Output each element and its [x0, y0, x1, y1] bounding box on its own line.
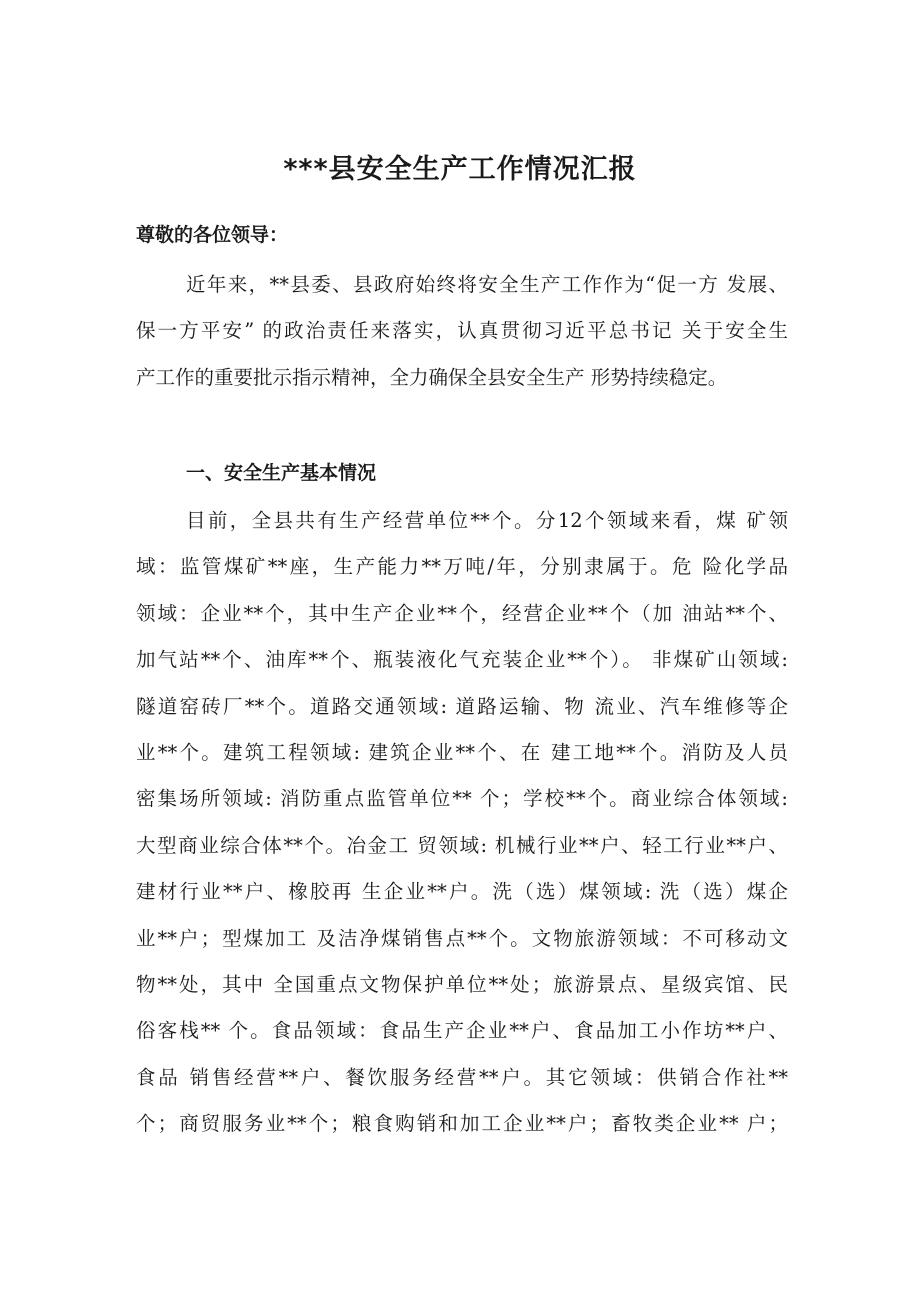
body-line: 俗客栈** 个。食品领域：食品生产企业**户、食品加工小作坊**户、: [136, 1019, 788, 1043]
section-heading: 一、安全生产基本情况: [186, 462, 377, 484]
intro-paragraph: [136, 262, 788, 401]
body-line: 业**个。建筑工程领域: 建筑企业**个、在 建工地**个。消防及人员: [136, 740, 788, 764]
body-line: 领域：企业**个，其中生产企业**个，经营企业**个（加 油站**个、: [136, 601, 788, 625]
body-paragraph: [136, 498, 788, 1147]
body-line: 域：监管煤矿**座，生产能力**万吨/年，分别隶属于。危 险化学品: [136, 555, 788, 579]
intro-line: 近年来，**县委、县政府始终将安全生产工作作为“促一方 发展、: [186, 273, 788, 296]
body-line: 密集场所领域: 消防重点监管单位** 个；学校**个。商业综合体领域:: [136, 787, 788, 811]
salutation: 尊敬的各位领导：: [136, 224, 289, 246]
intro-line: 产工作的重要批示指示精神，全力确保全县安全生产 形势持续稳定。: [136, 365, 728, 389]
body-line: 物**处，其中 全国重点文物保护单位**处；旅游景点、星级宾馆、民: [136, 972, 788, 996]
body-line: 目前，全县共有生产经营单位**个。分12个领域来看，煤 矿领: [186, 509, 788, 532]
document-title: ***县安全生产工作情况汇报: [283, 154, 637, 185]
body-line: 业**户；型煤加工 及洁净煤销售点**个。文物旅游领域：不可移动文: [136, 926, 788, 950]
intro-line: 保一方平安” 的政治责任来落实，认真贯彻习近平总书记 关于安全生: [136, 319, 788, 343]
body-line: 个；商贸服务业**个；粮食购销和加工企业**户；畜牧类企业** 户；: [136, 1112, 788, 1136]
body-line: 建材行业**户、橡胶再 生企业**户。洗（选）煤领域: 洗（选）煤企: [136, 880, 788, 904]
body-line: 隧道窑砖厂**个。道路交通领域: 道路运输、物 流业、汽车维修等企: [136, 694, 788, 718]
body-line: 加气站**个、油库**个、瓶装液化气充装企业**个）。 非煤矿山领域:: [136, 648, 788, 672]
body-line: 大型商业综合体**个。冶金工 贸领域: 机械行业**户、轻工行业**户、: [136, 833, 788, 857]
body-line: 食品 销售经营**户、餐饮服务经营**户。其它领域：供销合作社**: [136, 1065, 788, 1089]
